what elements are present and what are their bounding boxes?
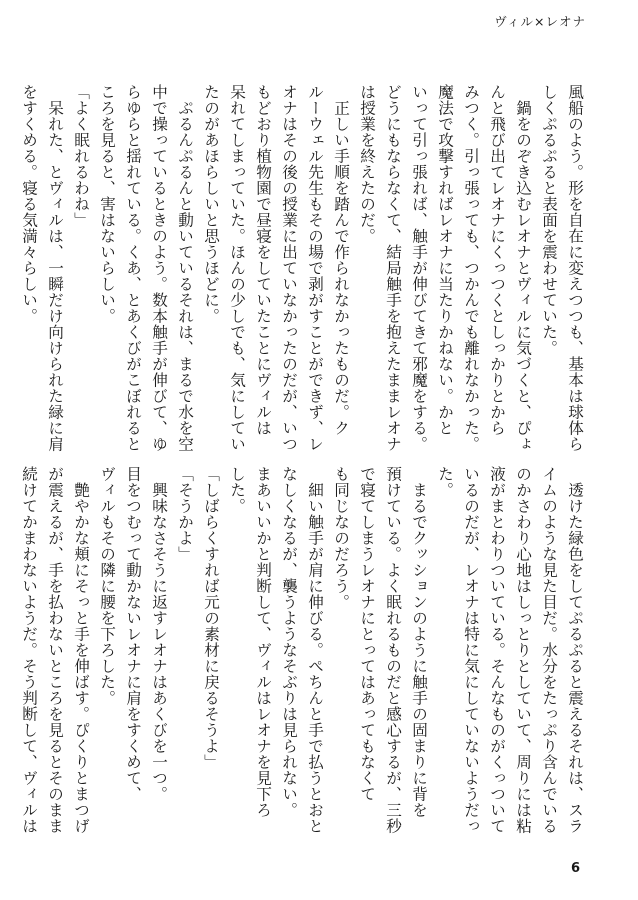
text-line: で寝てしまうレオナにとってはあってもなくて <box>358 466 376 802</box>
text-line: 興味なさそうに返すレオナはあくびを一つ。 <box>150 466 168 802</box>
text-line: まるでクッションのように触手の固まりに背を <box>410 466 428 818</box>
text-line: 透けた緑色をしてぷるぷると震えるそれは、スラ <box>566 466 584 834</box>
text-line: たのがあほらしいと思うほどに。 <box>202 84 220 324</box>
text-line: のかさわり心地はしっとりとしていて、周りには粘 <box>514 466 532 834</box>
text-line: ぷるんぷるんと動いているそれは、まるで水を空 <box>176 84 194 452</box>
text-line: なしくなるが、襲うようなそぶりは見られない。 <box>280 466 298 818</box>
text-line: いるのだが、レオナは特に気にしていないようだっ <box>462 466 480 834</box>
text-line: 正しい手順を踏んで作られなかったものだ。ク <box>332 84 350 436</box>
text-line: いって引っ張れば、触手が伸びてきて邪魔をする。 <box>410 84 428 452</box>
text-line: 中で操っているときのよう。数本触手が伸びて、ゆ <box>150 84 168 452</box>
text-line: 続けてかまわないようだ。そう判断して、ヴィルは <box>20 466 38 834</box>
text-line: らゆらと揺れている。くあ、とあくびがこぼれると <box>124 84 142 452</box>
text-line: まあいいかと判断して、ヴィルはレオナを見下ろ <box>254 466 272 818</box>
text-line: 「よく眠れるわね」 <box>72 84 90 228</box>
text-line: 魔法で攻撃すればレオナに当たりかねない。かと <box>436 84 454 436</box>
running-title: ヴィル×レオナ <box>494 14 586 29</box>
text-line: 「しばらくすれば元の素材に戻るそうよ」 <box>202 466 220 770</box>
text-line: 呆れてしまっていた。ほんの少しでも、気にしてい <box>228 84 246 452</box>
text-line: んと飛び出てレオナにくっつくとしっかりとから <box>488 84 506 436</box>
text-line: イムのような見た目だ。水分をたっぷり含んでいる <box>540 466 558 834</box>
text-line: 鍋をのぞき込むレオナとヴィルに気づくと、ぴょ <box>514 84 532 452</box>
text-line: は授業を終えたのだ。 <box>358 84 376 244</box>
text-line: 預けている。よく眠れるものだと感心するが、三秒 <box>384 466 402 834</box>
text-line: どうにもならなくて、結局触手を抱えたままレオナ <box>384 84 402 452</box>
text-line: もどおり植物園で昼寝をしていたことにヴィルは <box>254 84 272 436</box>
text-line: した。 <box>228 466 246 514</box>
text-line: ヴィルもその隣に腰を下ろした。 <box>98 466 116 706</box>
text-line: 細い触手が肩に伸びる。ぺちんと手で払うとおと <box>306 466 324 834</box>
text-line: 液がまとわりついている。そんなものがくっついて <box>488 466 506 834</box>
text-line: た。 <box>436 466 454 498</box>
text-line: をすくめる。寝る気満々らしい。 <box>20 84 38 324</box>
text-line: 艶やかな頬にそっと手を伸ばす。ぴくりとまつげ <box>72 466 90 834</box>
upper-text-block <box>20 84 588 482</box>
text-line: ルーウェル先生もその場で剥がすことができず、レ <box>306 84 324 452</box>
text-line: みつく。引っ張っても、つかんでも離れなかった。 <box>462 84 480 452</box>
lower-text-block <box>20 466 588 856</box>
page-number: 6 <box>570 861 580 876</box>
text-line: 呆れた、とヴィルは、一瞬だけ向けられた緑に肩 <box>46 84 64 452</box>
text-line: 目をつむって動かないレオナに肩をすくめて、 <box>124 466 142 802</box>
text-line: しくぷるぷると表面を震わせていた。 <box>540 84 558 356</box>
text-line: 風船のよう。形を自在に変えつつも、基本は球体ら <box>566 84 584 452</box>
text-line: ころを見ると、害はないらしい。 <box>98 84 116 324</box>
text-line: も同じなのだろう。 <box>332 466 350 610</box>
text-line: オナはその後の授業に出ていなかったのだが、いつ <box>280 84 298 452</box>
text-line: 「そうかよ」 <box>176 466 194 562</box>
text-line: が震えるが、手を払わないところを見るとそのまま <box>46 466 64 834</box>
